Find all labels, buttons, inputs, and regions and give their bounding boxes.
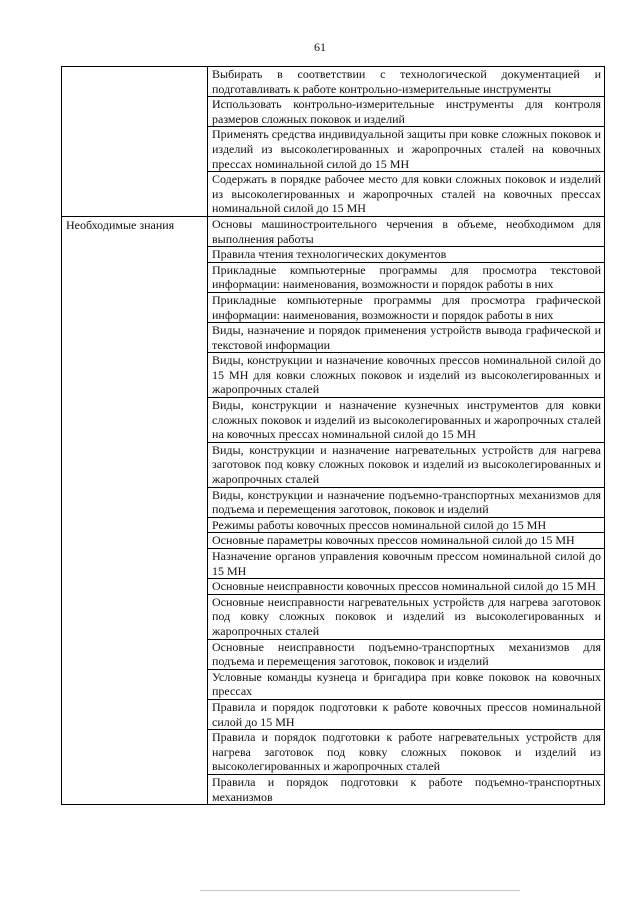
knowledge-item: Основные неисправности нагревательных устройств для нагрева заготовок под ковку сложных поковок и изделий из высоколегированных и жаропрочных сталей xyxy=(208,594,605,639)
table-row xyxy=(62,67,605,97)
skill-item: Выбирать в соответствии с технологической документацией и подготавливать к работе контрольно-измерительные инструменты xyxy=(208,67,605,97)
table-row xyxy=(62,216,605,246)
knowledge-item: Виды, конструкции и назначение подъемно-транспортных механизмов для подъема и перемещения заготовок, поковок и изделий xyxy=(208,487,605,517)
knowledge-item: Правила и порядок подготовки к работе ковочных прессов номинальной силой до 15 МН xyxy=(208,699,605,729)
knowledge-item: Правила чтения технологических документов xyxy=(208,247,605,263)
skill-item: Содержать в порядке рабочее место для ковки сложных поковок и изделий из высоколегированных и жаропрочных сталей на ковочных прессах номинальной силой до 15 МН xyxy=(208,172,605,217)
knowledge-item: Основные неисправности ковочных прессов номинальной силой до 15 МН xyxy=(208,579,605,595)
knowledge-item: Условные команды кузнеца и бригадира при ковке поковок на ковочных прессах xyxy=(208,669,605,699)
knowledge-item: Виды, конструкции и назначение кузнечных инструментов для ковки сложных поковок и изделий из высоколегированных и жаропрочных сталей на ковочных прессах номинальной силой до 15 МН xyxy=(208,398,605,443)
page-number: 61 xyxy=(314,40,326,54)
empty-label-cell xyxy=(62,67,208,217)
knowledge-item: Основы машиностроительного черчения в объеме, необходимом для выполнения работы xyxy=(208,216,605,246)
knowledge-item: Виды, конструкции и назначение ковочных прессов номинальной силой до 15 МН для ковки сложных поковок и изделий из высоколегированных и жаропрочных сталей xyxy=(208,353,605,398)
skill-item: Применять средства индивидуальной защиты при ковке сложных поковок и изделий из высоколегированных и жаропрочных сталей на ковочных прессах номинальной силой до 15 МН xyxy=(208,127,605,172)
knowledge-item: Основные параметры ковочных прессов номинальной силой до 15 МН xyxy=(208,533,605,549)
knowledge-item: Правила и порядок подготовки к работе нагревательных устройств для нагрева заготовок под ковку сложных поковок и изделий из высоколегированных и жаропрочных сталей xyxy=(208,730,605,775)
knowledge-item: Виды, назначение и порядок применения устройств вывода графической и текстовой информации xyxy=(208,323,605,353)
knowledge-item: Режимы работы ковочных прессов номинальной силой до 15 МН xyxy=(208,517,605,533)
knowledge-item: Прикладные компьютерные программы для просмотра графической информации: наименования, возможности и порядок работы в них xyxy=(208,292,605,322)
knowledge-item: Виды, конструкции и назначение нагревательных устройств для нагрева заготовок под ковку сложных поковок и изделий из высоколегированных и жаропрочных сталей xyxy=(208,442,605,487)
knowledge-item: Правила и порядок подготовки к работе подъемно-транспортных механизмов xyxy=(208,774,605,804)
scan-artifact-line xyxy=(200,890,520,891)
knowledge-label: Необходимые знания xyxy=(62,216,208,804)
knowledge-item: Прикладные компьютерные программы для просмотра текстовой информации: наименования, возможности и порядок работы в них xyxy=(208,262,605,292)
knowledge-item: Назначение органов управления ковочным прессом номинальной силой до 15 МН xyxy=(208,549,605,579)
requirements-table xyxy=(61,66,605,805)
skill-item: Использовать контрольно-измерительные инструменты для контроля размеров сложных поковок и изделий xyxy=(208,97,605,127)
knowledge-item: Основные неисправности подъемно-транспортных механизмов для подъема и перемещения заготовок, поковок и изделий xyxy=(208,639,605,669)
